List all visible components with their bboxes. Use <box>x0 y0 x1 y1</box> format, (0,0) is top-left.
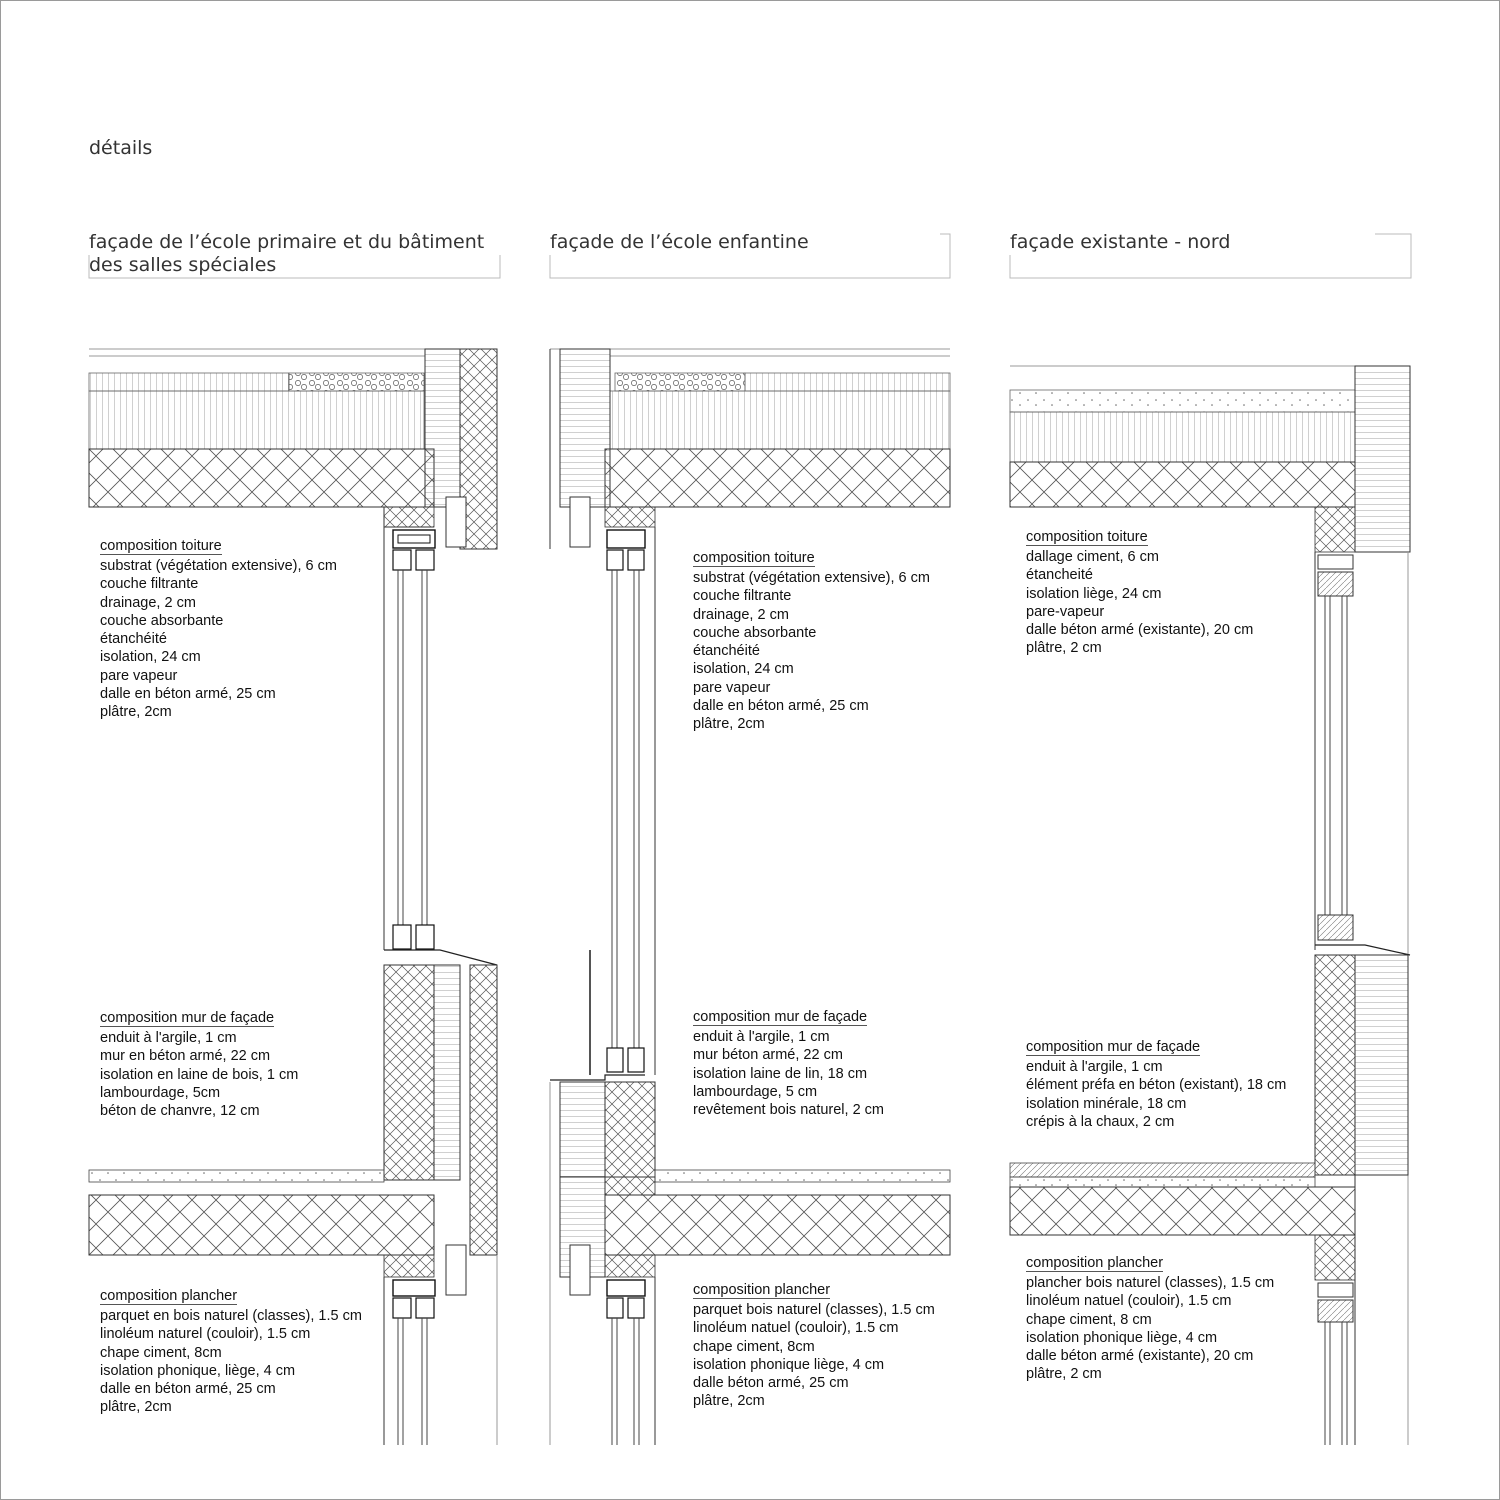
floor-composition-col3 <box>1026 1254 1274 1384</box>
layer: chape ciment, 8cm <box>693 1338 815 1355</box>
layer: plâtre, 2cm <box>100 1399 172 1416</box>
layer: drainage, 2 cm <box>693 606 789 623</box>
layer: revêtement bois naturel, 2 cm <box>693 1102 885 1119</box>
layer: isolation liège, 24 cm <box>1026 585 1162 602</box>
page-title: détails <box>89 137 153 159</box>
layer: crépis à la chaux, 2 cm <box>1026 1113 1175 1130</box>
floor-composition-col2 <box>693 1281 935 1411</box>
layer: parquet bois naturel (classes), 1.5 cm <box>693 1302 935 1318</box>
layer: chape ciment, 8 cm <box>1026 1311 1152 1328</box>
layer: isolation phonique, liège, 4 cm <box>100 1362 296 1379</box>
layer: étanchéité <box>693 643 760 660</box>
floor-title: composition plancher <box>693 1282 831 1298</box>
layer: dalle en béton armé, 25 cm <box>100 686 276 703</box>
layer: pare-vapeur <box>1026 603 1105 620</box>
roof-composition-col1 <box>100 537 337 722</box>
wall-composition-col3 <box>1026 1038 1286 1131</box>
layer: élément préfa en béton (existant), 18 cm <box>1026 1077 1287 1094</box>
layer: couche filtrante <box>100 576 199 593</box>
layer: mur en béton armé, 22 cm <box>100 1048 271 1065</box>
layer: étanchéité <box>100 631 167 648</box>
layer: linoléum natuel (couloir), 1.5 cm <box>693 1320 899 1337</box>
section-primary-school <box>89 349 497 1445</box>
layer: couche filtrante <box>693 588 792 605</box>
layer: pare vapeur <box>693 679 771 696</box>
roof-title: composition toiture <box>100 538 222 554</box>
heading-frames <box>89 234 1411 278</box>
layer: enduit à l'argile, 1 cm <box>100 1030 237 1046</box>
wall-title: composition mur de façade <box>693 1009 868 1025</box>
layer: plâtre, 2cm <box>100 704 172 721</box>
layer: linoléum naturel (couloir), 1.5 cm <box>100 1326 311 1343</box>
floor-title: composition plancher <box>1026 1255 1164 1271</box>
layer: isolation, 24 cm <box>693 661 794 678</box>
wall-title: composition mur de façade <box>1026 1039 1201 1055</box>
layer: dalle en béton armé, 25 cm <box>100 1381 276 1398</box>
layer: plâtre, 2 cm <box>1026 640 1102 657</box>
layer: pare vapeur <box>100 667 178 684</box>
layer: isolation phonique liège, 4 cm <box>693 1356 885 1373</box>
layer: dalle en béton armé, 25 cm <box>693 698 869 715</box>
layer: linoléum natuel (couloir), 1.5 cm <box>1026 1293 1232 1310</box>
layer: étancheité <box>1026 567 1093 584</box>
layer: dalle béton armé, 25 cm <box>693 1375 849 1392</box>
layer: dallage ciment, 6 cm <box>1026 549 1159 565</box>
layer: lambourdage, 5 cm <box>693 1083 818 1100</box>
layer: enduit à l'argile, 1 cm <box>1026 1059 1163 1075</box>
layer: couche absorbante <box>100 612 224 629</box>
column-heading-primary-school: façade de l’école primaire et du bâtiment des salles spéciales <box>89 231 485 276</box>
layer: mur béton armé, 22 cm <box>693 1047 843 1064</box>
layer: plâtre, 2cm <box>693 716 765 733</box>
layer: isolation phonique liège, 4 cm <box>1026 1329 1218 1346</box>
layer: dalle béton armé (existante), 20 cm <box>1026 622 1254 639</box>
roof-composition-col2 <box>693 549 930 734</box>
layer: substrat (végétation extensive), 6 cm <box>693 570 930 586</box>
column-heading-kindergarten: façade de l’école enfantine <box>550 231 809 253</box>
wall-composition-col1 <box>100 1009 298 1120</box>
roof-composition-col3 <box>1026 528 1253 658</box>
column-heading-existing-north: façade existante - nord <box>1010 231 1231 253</box>
roof-title: composition toiture <box>693 550 815 566</box>
layer: drainage, 2 cm <box>100 594 196 611</box>
layer: couche absorbante <box>693 624 817 641</box>
layer: isolation laine de lin, 18 cm <box>693 1065 868 1082</box>
layer: parquet en bois naturel (classes), 1.5 cm <box>100 1308 362 1324</box>
layer: béton de chanvre, 12 cm <box>100 1103 260 1120</box>
layer: substrat (végétation extensive), 6 cm <box>100 558 337 574</box>
layer: dalle béton armé (existante), 20 cm <box>1026 1348 1254 1365</box>
layer: plancher bois naturel (classes), 1.5 cm <box>1026 1275 1275 1291</box>
layer: chape ciment, 8cm <box>100 1344 222 1361</box>
roof-title: composition toiture <box>1026 529 1148 545</box>
layer: plâtre, 2cm <box>693 1393 765 1410</box>
layer: plâtre, 2 cm <box>1026 1366 1102 1383</box>
layer: isolation, 24 cm <box>100 649 201 666</box>
wall-title: composition mur de façade <box>100 1010 275 1026</box>
layer: isolation minérale, 18 cm <box>1026 1095 1187 1112</box>
layer: lambourdage, 5cm <box>100 1084 221 1101</box>
layer: isolation en laine de bois, 1 cm <box>100 1066 299 1083</box>
floor-composition-col1 <box>100 1287 362 1417</box>
layer: enduit à l'argile, 1 cm <box>693 1029 830 1045</box>
floor-title: composition plancher <box>100 1288 238 1304</box>
wall-composition-col2 <box>693 1008 884 1119</box>
